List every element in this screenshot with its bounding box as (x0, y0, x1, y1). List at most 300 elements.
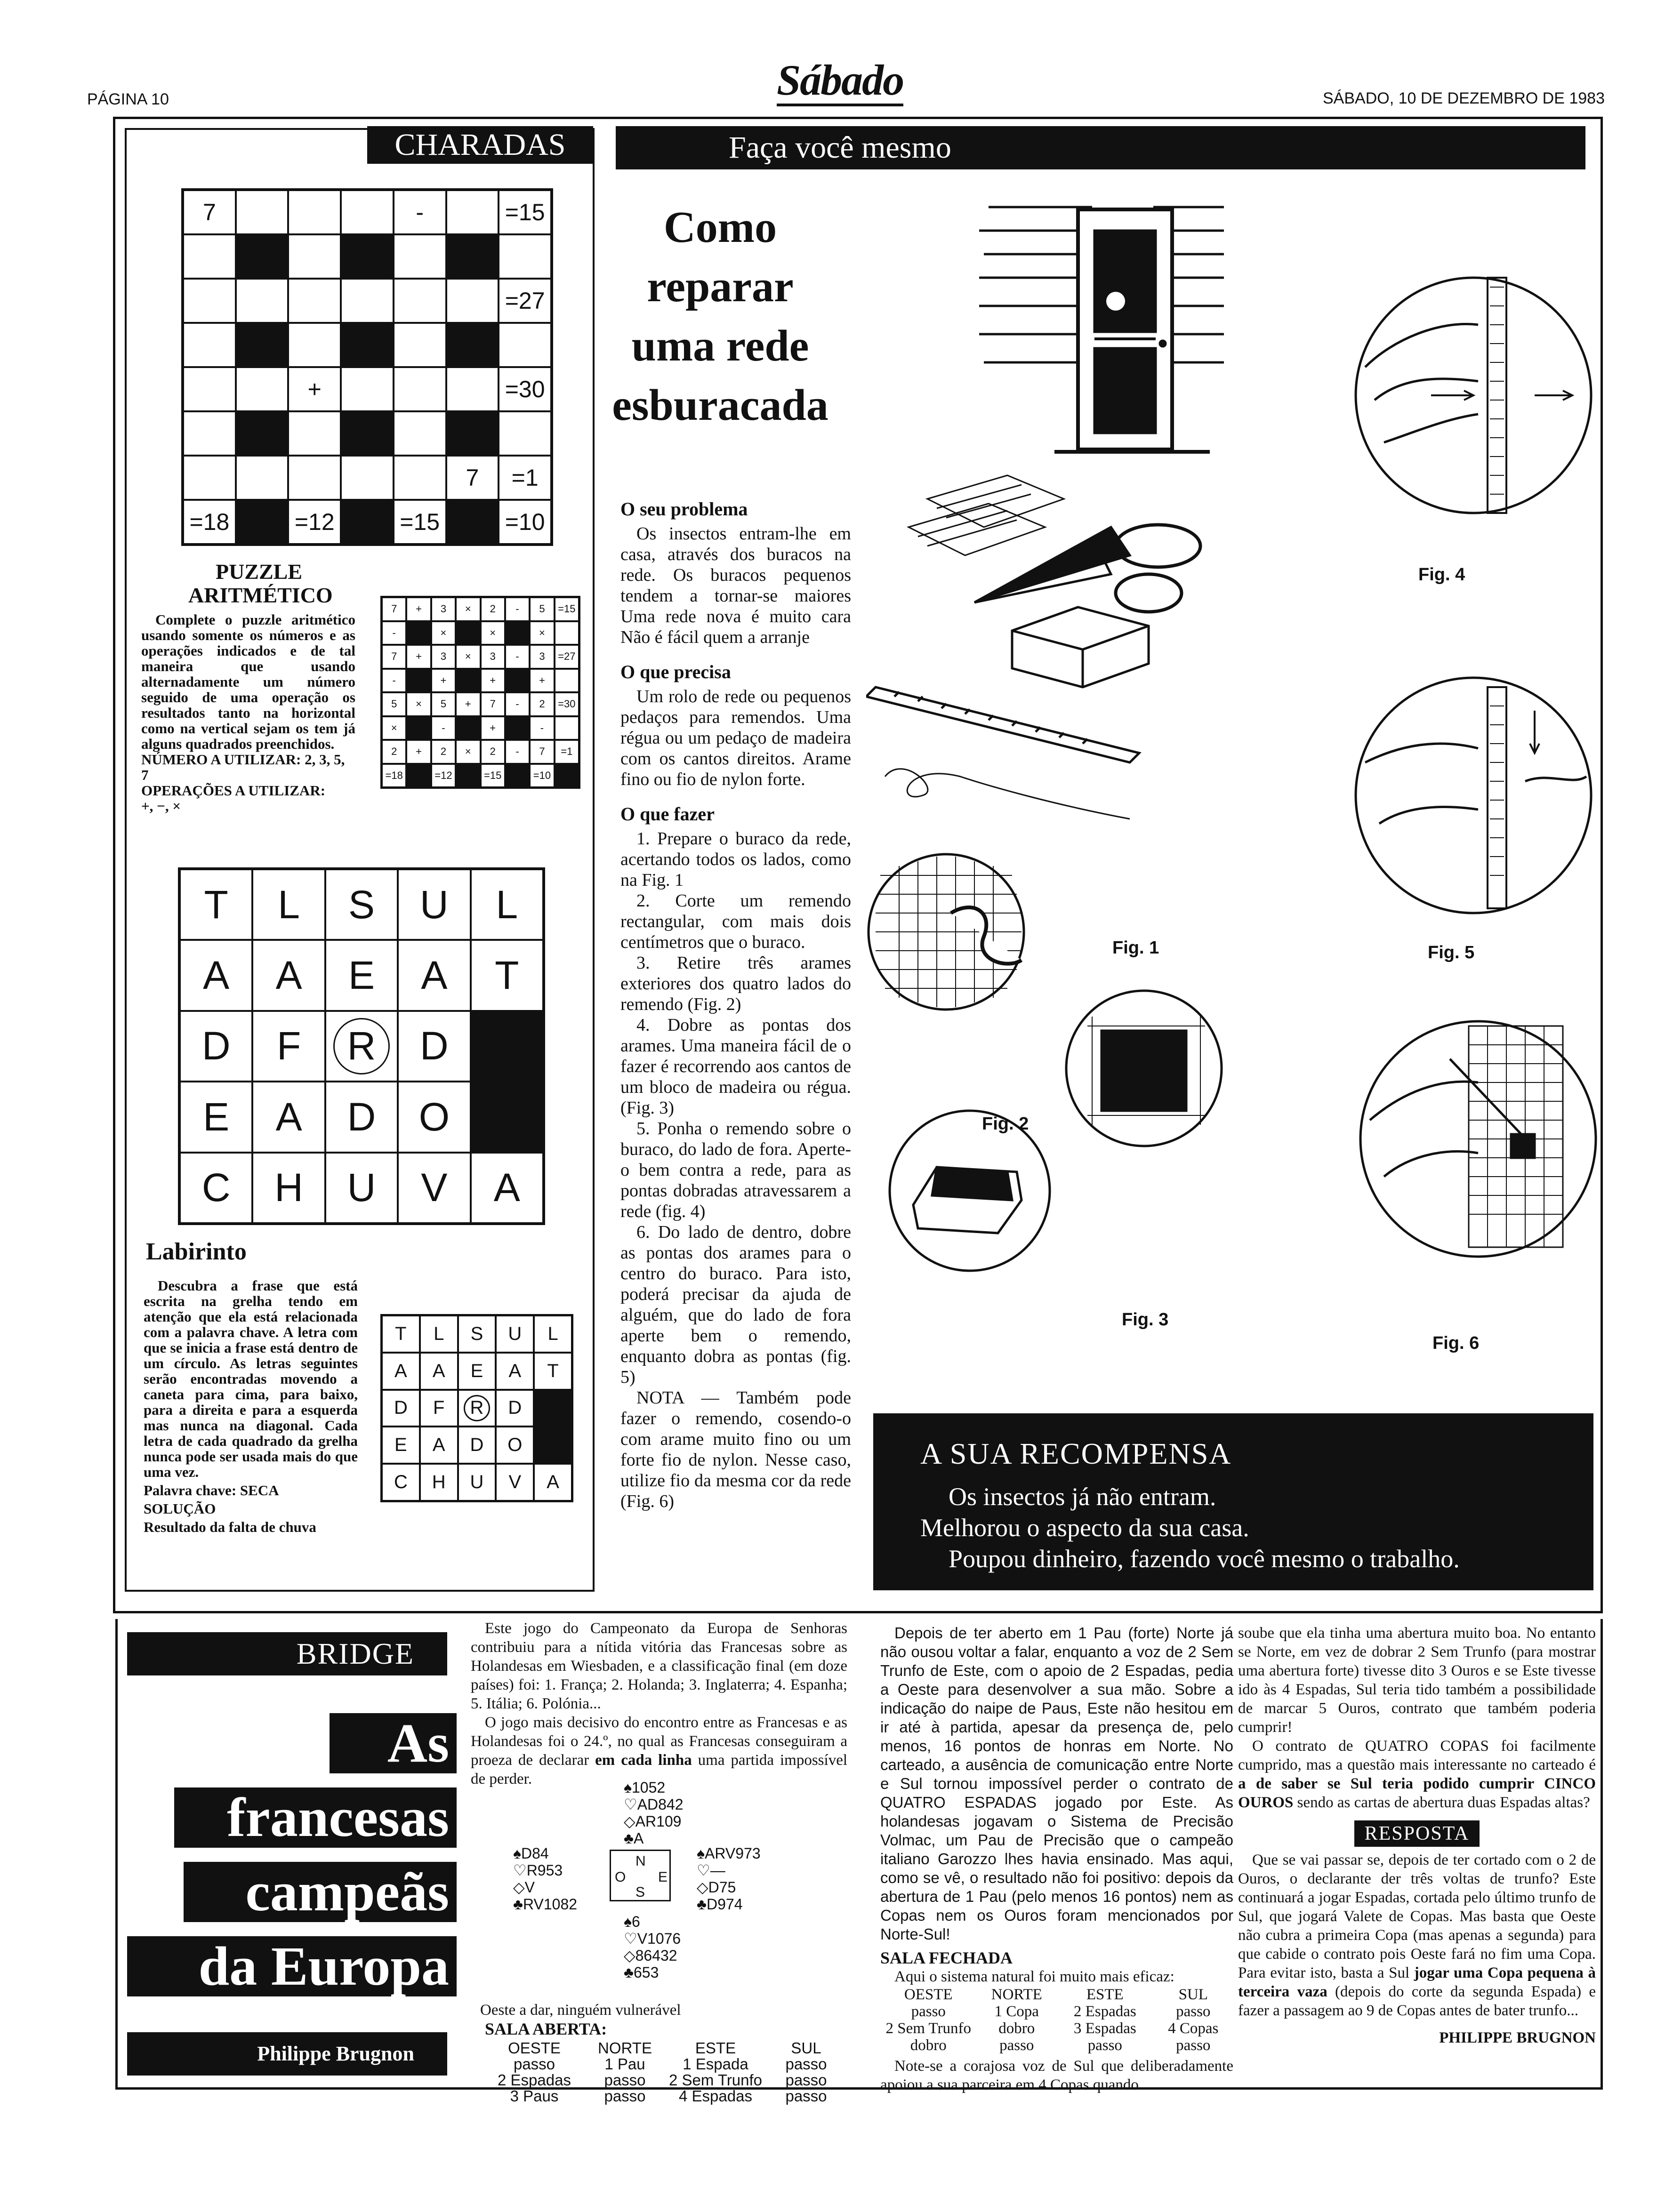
puzzle-title: PUZZLE ARITMÉTICO (188, 560, 333, 607)
bid-cell: passo (785, 2087, 827, 2105)
bid-cell: passo (604, 2087, 646, 2105)
bid-cell: passo (785, 2071, 827, 2089)
letter-cell: E (458, 1353, 496, 1390)
letter-cell: T (180, 869, 252, 940)
bid-cell: 1 Espada (683, 2055, 748, 2073)
reward-line: Melhorou o aspecto da sua casa. (920, 1514, 1249, 1542)
bid-cell: dobro (998, 2020, 1035, 2037)
puzzle-cell (288, 190, 341, 234)
bid-cell: passo (911, 2003, 946, 2020)
solution-cell: 5 (530, 597, 554, 621)
puzzle-cell (341, 411, 394, 456)
compass: N O E S (610, 1850, 671, 1901)
puzzle-cell (183, 323, 236, 367)
solution-cell: 7 (481, 692, 505, 716)
reward-box (873, 1413, 1593, 1590)
puzzle-cell (394, 234, 446, 279)
letter-cell: D (382, 1390, 420, 1427)
closed-room-intro: Aqui o sistema natural foi muito mais eficaz: (894, 1968, 1174, 1985)
reward-line: Poupou dinheiro, fazendo você mesmo o trabalho. (949, 1545, 1460, 1573)
solution-cell: + (456, 692, 480, 716)
bid-cell: NORTE (598, 2039, 652, 2057)
fig5-label: Fig. 5 (1428, 943, 1475, 962)
wood-block-illustration (1012, 607, 1149, 687)
open-room-label: SALA ABERTA: (485, 2020, 607, 2038)
south-suit: ♣653 (624, 1964, 659, 1981)
solution-cell (406, 764, 431, 788)
bid-cell: passo (513, 2055, 555, 2073)
answer-tag: RESPOSTA (1354, 1820, 1480, 1847)
bid-cell: 2 Espadas (498, 2071, 571, 2089)
fig1-illustration (869, 854, 1024, 1010)
letter-cell: H (420, 1464, 458, 1501)
puzzle-cell (183, 411, 236, 456)
bid-cell: 4 Copas (1168, 2020, 1219, 2037)
labyrinth-solution-grid (380, 1314, 573, 1502)
letter-cell: D (496, 1390, 534, 1427)
puzzle-cell (236, 190, 289, 234)
puzzle-cell (394, 279, 446, 323)
letter-cell: H (252, 1153, 325, 1223)
keyword: Palavra chave: SECA (144, 1482, 279, 1499)
bid-cell: OESTE (904, 1986, 953, 2003)
puzzle-cell: 7 (446, 456, 499, 500)
puzzle-cell (288, 456, 341, 500)
solution-cell (406, 621, 431, 645)
solution-cell: 5 (431, 692, 456, 716)
labyrinth-letter-grid (178, 867, 545, 1225)
solution-cell: =1 (555, 740, 579, 764)
letter-cell: E (325, 940, 398, 1010)
step-text: 3. Retire três arames exteriores dos quatro lados do remendo (Fig. 2) (620, 953, 851, 1014)
solution-cell: + (481, 669, 505, 693)
puzzle-text: Complete o puzzle aritmético usando somente os números e as operações indicados e de tal maneira que usando alternadamente um número seguido de uma operação os resultados tanto na horizontal como na vertical sejam os tem já alguns quadrados preenchidos. (141, 611, 355, 752)
puzzle-cell: 7 (183, 190, 236, 234)
solution-cell: + (431, 669, 456, 693)
fig2-label: Fig. 2 (982, 1114, 1029, 1134)
closed-room-table (880, 1986, 1233, 2054)
letter-cell: A (180, 940, 252, 1010)
solution-cell: =12 (431, 764, 456, 788)
reward-lines (920, 1481, 1565, 1574)
letter-cell: U (398, 869, 470, 940)
puzzle-cell (236, 367, 289, 411)
letter-cell: C (180, 1153, 252, 1223)
letter-cell: U (496, 1315, 534, 1353)
logo: Sábado (777, 56, 903, 106)
operations-label: OPERAÇÕES A UTILIZAR: (141, 782, 326, 799)
north-suit: ◇AR109 (624, 1813, 682, 1830)
solution-text: Resultado da falta de chuva (144, 1519, 316, 1535)
letter-cell: A (534, 1464, 572, 1501)
solution-cell (505, 764, 530, 788)
fig1-label: Fig. 1 (1112, 938, 1159, 958)
solution-cell: + (406, 740, 431, 764)
fig6-label: Fig. 6 (1432, 1333, 1480, 1353)
diy-banner: Faça você mesmo (616, 126, 1585, 169)
puzzle-cell: =12 (288, 500, 341, 544)
solution-cell: 3 (431, 645, 456, 669)
puzzle-cell (236, 411, 289, 456)
solution-cell: =18 (382, 764, 406, 788)
west-suit: ♣RV1082 (513, 1896, 578, 1913)
letter-cell (471, 1082, 543, 1152)
step-text: 5. Ponha o remendo sobre o buraco, do lado de fora. Aperte-o bem contra a rede, para as pontas dobradas atravessarem a rede (fig. 4) (620, 1119, 851, 1221)
numbers-to-use: NÚMERO A UTILIZAR: 2, 3, 5, 7 (141, 751, 345, 783)
solution-cell: 7 (530, 740, 554, 764)
section-steps: O que fazer (620, 803, 715, 825)
letter-cell: O (496, 1427, 534, 1464)
north-hand (624, 1779, 684, 1847)
bid-cell: 2 Sem Trunfo (885, 2020, 972, 2037)
letter-cell: E (382, 1427, 420, 1464)
solution-cell (406, 669, 431, 693)
letter-cell (458, 1390, 496, 1427)
bridge-author: Philippe Brugnon (127, 2032, 447, 2076)
labyrinth-title: Labirinto (146, 1238, 247, 1265)
puzzle-cell (341, 367, 394, 411)
fig4-label: Fig. 4 (1418, 565, 1465, 585)
letter-cell: S (325, 869, 398, 940)
solution-cell: =10 (530, 764, 554, 788)
letter-cell: L (252, 869, 325, 940)
bid-cell: SUL (1178, 1986, 1208, 2003)
puzzle-cell (394, 411, 446, 456)
reward-line: Os insectos já não entram. (949, 1483, 1216, 1511)
bid-cell: 1 Pau (604, 2055, 645, 2073)
solution-cell: =15 (555, 597, 579, 621)
puzzle-cell: =27 (499, 279, 551, 323)
bid-cell: dobro (910, 2037, 947, 2054)
dealer-note: Oeste a dar, ninguém vulnerável (480, 2002, 681, 2019)
east-hand (697, 1845, 761, 1913)
solution-cell: =27 (555, 645, 579, 669)
north-suit: ♣A (624, 1830, 644, 1847)
west-hand (513, 1845, 577, 1913)
operations-to-use: +, −, × (141, 798, 181, 814)
bridge-tag: BRIDGE (127, 1632, 447, 1675)
puzzle-cell: =30 (499, 367, 551, 411)
puzzle-cell: + (288, 367, 341, 411)
letter-cell: A (252, 940, 325, 1010)
letter-cell: A (252, 1082, 325, 1152)
solution-cell: 3 (431, 597, 456, 621)
solution-cell (505, 621, 530, 645)
letter-cell: A (471, 1153, 543, 1223)
puzzle-cell (341, 190, 394, 234)
solution-cell (555, 669, 579, 693)
puzzle-cell (446, 234, 499, 279)
letter-cell: U (325, 1153, 398, 1223)
puzzle-cell (341, 279, 394, 323)
letter-cell: T (534, 1353, 572, 1390)
bid-cell: ESTE (1086, 1986, 1124, 2003)
letter-cell: A (496, 1353, 534, 1390)
letter-cell: T (382, 1315, 420, 1353)
puzzle-cell (499, 323, 551, 367)
letter-cell: D (458, 1427, 496, 1464)
section-needs: O que precisa (620, 661, 731, 682)
solution-grid-small (380, 596, 580, 789)
headline-line: francesas (174, 1787, 457, 1848)
puzzle-cell (341, 456, 394, 500)
start-letter-circle: R (464, 1395, 490, 1421)
letter-cell (534, 1427, 572, 1464)
solution-label: SOLUÇÃO (144, 1500, 216, 1517)
labyrinth-body (144, 1278, 358, 1535)
puzzle-cell (446, 411, 499, 456)
puzzle-cell (288, 411, 341, 456)
bid-cell: passo (1176, 2037, 1211, 2054)
door-illustration (979, 207, 1224, 452)
solution-cell: × (481, 621, 505, 645)
charadas-title: CHARADAS (367, 126, 593, 164)
mesh-pieces (909, 475, 1064, 555)
letter-cell (534, 1390, 572, 1427)
illustrations (866, 198, 1601, 1384)
solution-cell: - (382, 669, 406, 693)
letter-cell: L (471, 869, 543, 940)
bid-cell: OESTE (508, 2039, 561, 2057)
solution-cell: - (505, 740, 530, 764)
fig2-illustration (1066, 991, 1222, 1146)
puzzle-cell (236, 279, 289, 323)
headline-line: da Europa (127, 1936, 457, 1996)
solution-cell: - (505, 645, 530, 669)
bid-cell: passo (604, 2071, 646, 2089)
bid-cell: 1 Copa (994, 2003, 1039, 2020)
west-suit: ◇V (513, 1879, 535, 1896)
south-suit: ♡V1076 (624, 1930, 681, 1947)
page-number: PÁGINA 10 (87, 90, 169, 108)
fig3-illustration (890, 1111, 1050, 1271)
solution-cell: 7 (382, 645, 406, 669)
east-suit: ♣D974 (697, 1896, 743, 1913)
solution-cell: - (505, 692, 530, 716)
letter-cell: V (496, 1464, 534, 1501)
puzzle-cell (499, 411, 551, 456)
step-text: 6. Do lado de dentro, dobre as pontas dos arames para o centro do buraco. Para isto, poderá precisar da ajuda de alguém, que do lado de fora aperte bem o remendo, enquanto dobra as pontas (fig. 5) (620, 1222, 851, 1387)
diy-title: Como reparar uma rede esburacada (612, 203, 828, 430)
letter-cell: T (471, 940, 543, 1010)
solution-cell: - (431, 716, 456, 740)
letter-cell: O (398, 1082, 470, 1152)
letter-cell: L (534, 1315, 572, 1353)
bridge-headline (127, 1713, 457, 2011)
puzzle-cell (341, 234, 394, 279)
letter-cell: D (180, 1011, 252, 1082)
puzzle-cell (394, 323, 446, 367)
puzzle-cell (394, 367, 446, 411)
solution-cell: - (505, 597, 530, 621)
east-suit: ◇D75 (697, 1879, 736, 1896)
fig5-illustration (1356, 678, 1591, 913)
solution-cell: 5 (382, 692, 406, 716)
fig3-label: Fig. 3 (1122, 1310, 1169, 1330)
puzzle-cell (183, 279, 236, 323)
puzzle-cell (341, 500, 394, 544)
solution-cell (505, 716, 530, 740)
letter-cell: A (420, 1427, 458, 1464)
letter-cell: S (458, 1315, 496, 1353)
solution-cell: × (456, 597, 480, 621)
solution-cell: =30 (555, 692, 579, 716)
issue-date: SÁBADO, 10 DE DEZEMBRO DE 1983 (1323, 89, 1605, 107)
solution-cell: × (530, 621, 554, 645)
intro-text: Este jogo do Campeonato da Europa de Senhoras contribuiu para a nítida vitória das Francesas sobre as Holandesas em Wiesbaden, e a classificação final (em doze países) foi: 1. França; 2. Holanda; 3. Inglaterra; 4. Espanha; 5. Itália; 6. Polónia... (471, 1620, 847, 1712)
intro-text-2: O jogo mais decisivo do encontro entre as Francesas e as Holandesas foi o 24.º, no qual as Francesas conseguiram a proeza de declarar em cada linha uma partida impossível de perder. (471, 1714, 848, 1787)
solution-cell (456, 764, 480, 788)
puzzle-cell: - (394, 190, 446, 234)
reward-title: A SUA RECOMPENSA (920, 1437, 1232, 1470)
closed-room-note: Note-se a corajosa voz de Sul que deliberadamente apoiou a sua parceira em 4 Copas quando (880, 2058, 1233, 2093)
step-text: 4. Dobre as pontas dos arames. Uma maneira fácil de o fazer é recorrendo aos cantos de um bloco de madeira ou régua. (Fig. 3) (620, 1015, 851, 1118)
puzzle-cell (183, 456, 236, 500)
arithmetic-puzzle-grid (181, 188, 553, 546)
letter-cell: L (420, 1315, 458, 1353)
solution-cell: 2 (431, 740, 456, 764)
letter-cell: F (420, 1390, 458, 1427)
bridge-column-3 (1238, 1624, 1596, 2047)
puzzle-cell (446, 367, 499, 411)
closed-room-label: SALA FECHADA (880, 1948, 1013, 1967)
headline-line: As (330, 1713, 457, 1773)
fig6-illustration (1360, 1021, 1596, 1257)
solution-cell: 2 (481, 740, 505, 764)
north-suit: ♡AD842 (624, 1796, 684, 1813)
bid-cell: passo (999, 2037, 1034, 2054)
answer-text: Que se vai passar se, depois de ter cortado com o 2 de Ouros, o declarante der três voltas de trunfo? Este continuará a jogar Espadas, cortada pelo último trunfo de Sul, que jogará Valete de Copas. Mas basta que Oeste não cubra a primeira Copa (mas apenas a segunda) para que cabide o contrato pois Oeste fará no fim uma Copa. Para evitar isto, basta a Sul jogar uma Copa pequena à terceira vaza (depois do corte da segunda Espada) e fazer a passagem ao 9 de Copas antes de bater trunfo... (1238, 1851, 1596, 2019)
bid-cell: 3 Espadas (1073, 2020, 1136, 2037)
puzzle-cell (236, 456, 289, 500)
headline-line: campeãs (184, 1862, 457, 1922)
letter-cell: D (325, 1082, 398, 1152)
bid-cell: NORTE (991, 1986, 1042, 2003)
puzzle-cell (446, 323, 499, 367)
puzzle-cell (183, 367, 236, 411)
letter-cell: A (382, 1353, 420, 1390)
solution-cell: =15 (481, 764, 505, 788)
bid-cell: 2 Espadas (1073, 2003, 1136, 2020)
bid-cell: 2 Sem Trunfo (668, 2071, 763, 2089)
letter-cell: U (458, 1464, 496, 1501)
puzzle-cell (446, 190, 499, 234)
letter-cell: A (398, 940, 470, 1010)
solution-cell: + (406, 597, 431, 621)
solution-cell: 7 (382, 597, 406, 621)
open-room-table (485, 2040, 847, 2104)
solution-cell: 3 (530, 645, 554, 669)
bid-cell: SUL (791, 2039, 821, 2057)
puzzle-cell: =10 (499, 500, 551, 544)
solution-cell (555, 621, 579, 645)
solution-cell: + (530, 669, 554, 693)
puzzle-instructions (141, 612, 355, 814)
bid-cell: passo (1087, 2037, 1122, 2054)
puzzle-cell: =1 (499, 456, 551, 500)
puzzle-cell: =18 (183, 500, 236, 544)
labyrinth-text: Descubra a frase que está escrita na grelha tendo em atenção que ela está relacionada com a palavra chave. A letra com que se inicia a frase está dentro de um círculo. As letras seguintes serão encontradas movendo a caneta para cima, para baixo, para a direita e para a esquerda mas nunca na diagonal. Cada letra de cada quadrado da grelha nunca pode ser usada mais do que uma vez. (144, 1277, 358, 1480)
solution-cell: × (382, 716, 406, 740)
solution-cell: 2 (382, 740, 406, 764)
signature: PHILIPPE BRUGNON (1439, 2029, 1596, 2046)
puzzle-cell: =15 (394, 500, 446, 544)
south-suit: ♠6 (624, 1913, 640, 1930)
puzzle-cell (394, 456, 446, 500)
solution-cell: + (406, 645, 431, 669)
bid-cell: passo (1176, 2003, 1211, 2020)
puzzle-cell (236, 323, 289, 367)
bid-cell: 4 Espadas (679, 2087, 752, 2105)
solution-cell (456, 621, 480, 645)
puzzle-cell (446, 279, 499, 323)
solution-cell: × (431, 621, 456, 645)
solution-cell: × (456, 740, 480, 764)
west-suit: ♡R953 (513, 1862, 563, 1879)
puzzle-cell (288, 323, 341, 367)
problem-text: Os insectos entram-lhe em casa, através dos buracos na rede. Os buracos pequenos tendem a tornar-se maiores Uma rede nova é muito cara Não é fácil quem a arranje (620, 524, 851, 647)
solution-cell (555, 716, 579, 740)
needs-text: Um rolo de rede ou pequenos pedaços para remendos. Uma régua ou um pedaço de madeira com os cantos direitos. Arame fino ou fio de nylon forte. (620, 687, 851, 789)
solution-cell (456, 716, 480, 740)
bridge-column-1 (471, 1619, 847, 1788)
bridge-diagram (508, 1779, 847, 2000)
solution-cell (456, 669, 480, 693)
south-hand (624, 1913, 681, 1981)
solution-cell: 3 (481, 645, 505, 669)
column3-text: soube que ela tinha uma abertura muito boa. No entanto se Norte, em vez de dobrar 2 Sem Trunfo (para mostrar uma abertura forte) tivesse dito 3 Ouros e se Este tivesse ido às 4 Espadas, Sul teria tido também a possibilidade de marcar 5 Ouros, contrato que também poderia cumprir! (1238, 1625, 1596, 1736)
bridge-column-2 (880, 1624, 1233, 2094)
fig4-illustration (1356, 278, 1591, 513)
solution-cell: - (382, 621, 406, 645)
letter-cell (471, 1011, 543, 1082)
puzzle-cell (288, 234, 341, 279)
letter-cell: F (252, 1011, 325, 1082)
solution-cell: + (481, 716, 505, 740)
puzzle-cell (288, 279, 341, 323)
step-text: 1. Prepare o buraco da rede, acertando todos os lados, como na Fig. 1 (620, 829, 851, 890)
step-text: NOTA — Também pode fazer o remendo, cosendo-o com arame muito fino ou um forte fio de nylon. Nesse caso, utilize fio da mesma cor da rede (Fig. 6) (620, 1388, 851, 1511)
analysis-text: Depois de ter aberto em 1 Pau (forte) Norte já não ousou voltar a falar, enquanto a voz de 2 Sem Trunfo de Este, com o apoio de 2 Espadas, pedia a Oeste para desenvolver a sua mão. Sobre a indicação do naipe de Paus, Este não hesitou em ir até à partida, apesar da presença de, pelo menos, 16 pontos de honras em Norte. No carteado, a ausência de comunicação entre Norte e Sul tornou impossível perder o contrato de QUATRO ESPADAS jogado por Este. As holandesas jogavam o Sistema de Precisão Volmac, um Pau de Precisão que o campeão italiano Garozzo lhes havia ensinado. Mas aqui, como se vê, o resultado não foi positivo: depois da abertura de 1 Pau (pelo menos 16 pontos) nem as Copas nem os Ouros foram mencionados por Norte-Sul! (880, 1624, 1233, 1943)
solution-cell (406, 716, 431, 740)
puzzle-cell (236, 234, 289, 279)
bid-cell: ESTE (695, 2039, 736, 2057)
start-letter-circle: R (333, 1018, 390, 1074)
letter-cell: E (180, 1082, 252, 1152)
east-suit: ♡— (697, 1862, 725, 1879)
diy-instructions (620, 499, 851, 1512)
north-suit: ♠1052 (624, 1779, 666, 1796)
solution-cell: × (456, 645, 480, 669)
letter-cell: C (382, 1464, 420, 1501)
question-text: O contrato de QUATRO COPAS foi facilmente cumprido, mas a questão mais interessante no carteado é a de saber se Sul teria podido cumprir CINCO OUROS sendo as cartas de abertura duas Espadas altas? (1238, 1738, 1596, 1811)
solution-cell: 2 (530, 692, 554, 716)
east-suit: ♠ARV973 (697, 1845, 761, 1862)
west-suit: ♠D84 (513, 1845, 549, 1862)
letter-cell: V (398, 1153, 470, 1223)
south-suit: ◇86432 (624, 1947, 677, 1964)
letter-cell: A (420, 1353, 458, 1390)
section-problem: O seu problema (620, 498, 748, 520)
puzzle-cell: =15 (499, 190, 551, 234)
solution-cell: 2 (481, 597, 505, 621)
ruler-illustration (866, 687, 1139, 762)
solution-cell: - (530, 716, 554, 740)
solution-cell: × (406, 692, 431, 716)
letter-cell (325, 1011, 398, 1082)
puzzle-cell (499, 234, 551, 279)
puzzle-cell (446, 500, 499, 544)
